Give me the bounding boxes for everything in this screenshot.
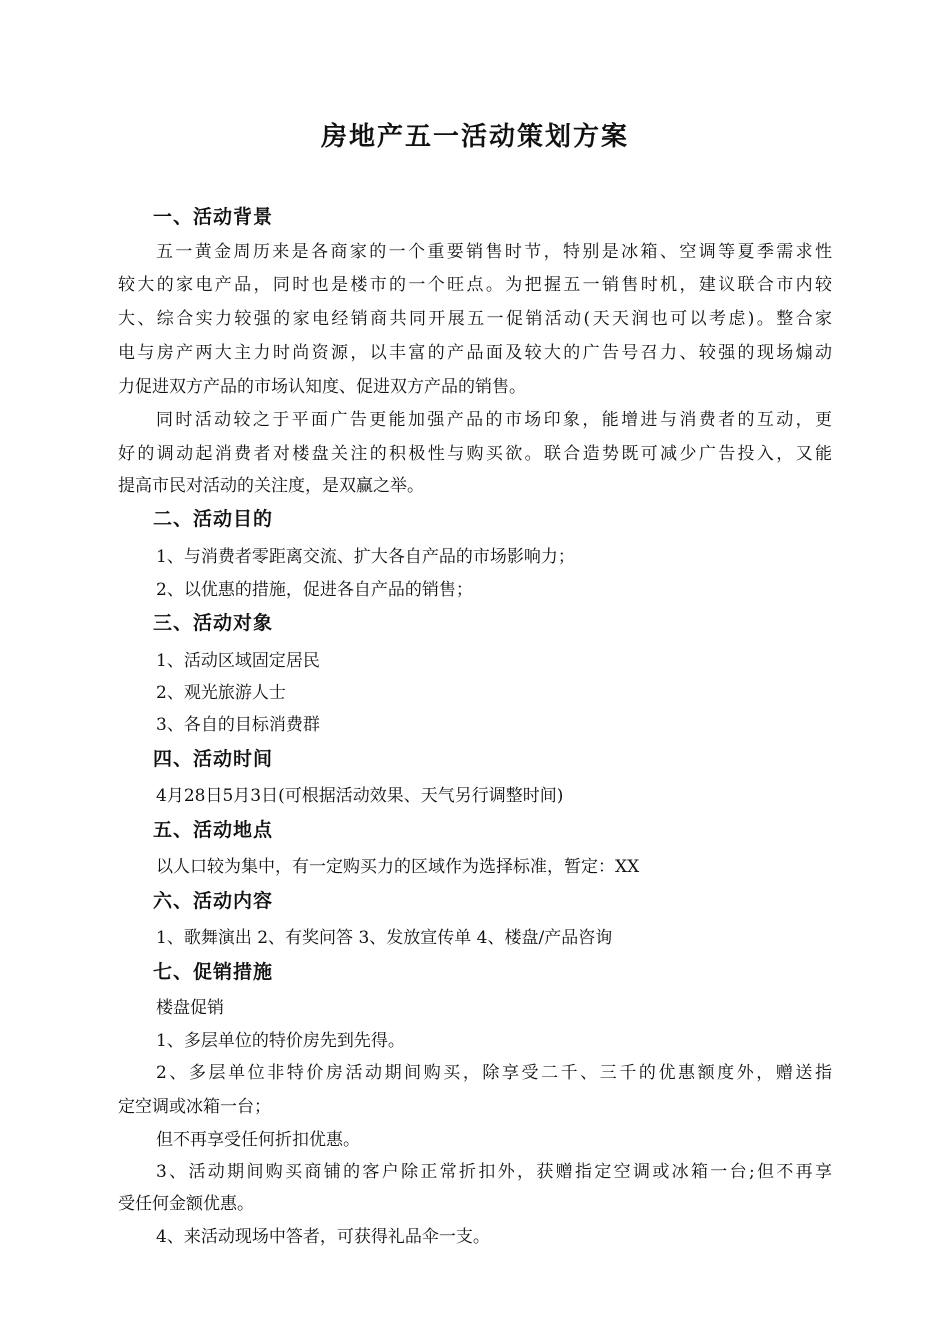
- paragraph-line: 电与房产两大主力时尚资源，以丰富的产品面及较大的广告号召力、较强的现场煽动: [118, 343, 832, 363]
- event-time-text: 4月28日5月3日(可根据活动效果、天气另行调整时间): [156, 786, 564, 806]
- paragraph-line: 较大的家电产品，同时也是楼市的一个旺点。为把握五一销售时机，建议联合市内较: [118, 275, 832, 295]
- paragraph-line: 五一黄金周历来是各商家的一个重要销售时节，特别是冰箱、空调等夏季需求性: [156, 242, 832, 262]
- section-heading-promotion: 七、促销措施: [153, 961, 274, 983]
- section-heading-audience: 三、活动对象: [153, 612, 274, 634]
- event-content-text: 1、歌舞演出 2、有奖问答 3、发放宣传单 4、楼盘/产品咨询: [156, 928, 613, 948]
- list-item: 1、与消费者零距离交流、扩大各自产品的市场影响力；: [156, 547, 575, 567]
- list-item-continuation: 定空调或冰箱一台；: [118, 1097, 271, 1117]
- section-heading-background: 一、活动背景: [153, 206, 274, 228]
- list-item: 3、各自的目标消费群: [156, 715, 320, 735]
- list-item: 1、活动区域固定居民: [156, 651, 320, 671]
- list-item-continuation: 受任何金额优惠。: [118, 1194, 254, 1214]
- list-item: 2、观光旅游人士: [156, 683, 286, 703]
- section-heading-purpose: 二、活动目的: [153, 508, 274, 530]
- list-item: 2、多层单位非特价房活动期间购买，除享受二千、三千的优惠额度外，赠送指: [156, 1063, 832, 1083]
- list-item-note: 但不再享受任何折扣优惠。: [156, 1130, 360, 1150]
- section-heading-time: 四、活动时间: [153, 748, 274, 770]
- subheading: 楼盘促销: [156, 998, 224, 1018]
- section-heading-location: 五、活动地点: [153, 819, 274, 841]
- paragraph-line: 好的调动起消费者对楼盘关注的积极性与购买欲。联合造势既可减少广告投入，又能: [118, 444, 832, 464]
- paragraph-line: 大、综合实力较强的家电经销商共同开展五一促销活动(天天润也可以考虑)。整合家: [118, 309, 832, 329]
- event-location-text: 以人口较为集中，有一定购买力的区域作为选择标准，暂定：XX: [156, 857, 640, 877]
- paragraph-line: 同时活动较之于平面广告更能加强产品的市场印象，能增进与消费者的互动，更: [156, 410, 832, 430]
- document-title: 房地产五一活动策划方案: [320, 122, 629, 152]
- section-heading-content: 六、活动内容: [153, 890, 274, 912]
- list-item: 3、活动期间购买商铺的客户除正常折扣外，获赠指定空调或冰箱一台;但不再享: [156, 1162, 832, 1182]
- list-item: 4、来活动现场中答者，可获得礼品伞一支。: [156, 1227, 490, 1247]
- list-item: 1、多层单位的特价房先到先得。: [156, 1031, 405, 1051]
- paragraph-line: 力促进双方产品的市场认知度、促进双方产品的销售。: [118, 377, 526, 397]
- list-item: 2、以优惠的措施，促进各自产品的销售；: [156, 580, 473, 600]
- paragraph-line: 提高市民对活动的关注度，是双赢之举。: [118, 476, 424, 496]
